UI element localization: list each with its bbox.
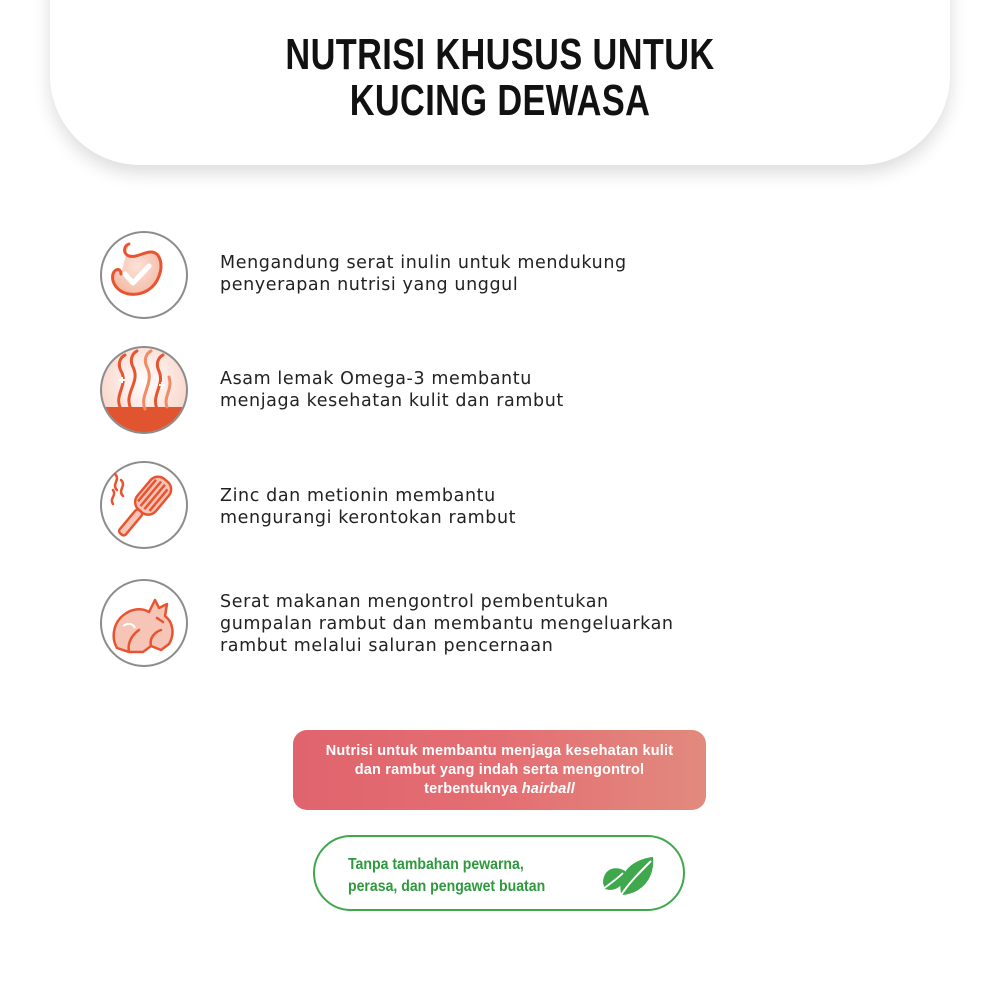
stomach-check-icon bbox=[99, 230, 189, 320]
feature-text-2 bbox=[220, 368, 740, 412]
feature-2-line-1: Asam lemak Omega-3 membantu bbox=[220, 369, 532, 389]
brush-icon bbox=[99, 460, 189, 550]
feature-2-line-2: menjaga kesehatan kulit dan rambut bbox=[220, 391, 564, 411]
promo-line-3-prefix: terbentuknya bbox=[424, 780, 522, 797]
promo-line-2: dan rambut yang indah serta mengontrol bbox=[354, 761, 645, 778]
grooming-cat-icon bbox=[99, 578, 189, 668]
promo-line-3 bbox=[424, 780, 575, 799]
feature-4-line-1: Serat makanan mengontrol pembentukan bbox=[220, 592, 609, 612]
feature-1-line-2: penyerapan nutrisi yang unggul bbox=[220, 275, 519, 295]
free-from-line-2: perasa, dan pengawet buatan bbox=[348, 878, 546, 895]
title-line-2: KUCING DEWASA bbox=[349, 76, 651, 125]
page-title bbox=[110, 32, 890, 124]
feature-1-line-1: Mengandung serat inulin untuk mendukung bbox=[220, 253, 627, 273]
feature-3-line-2: mengurangi kerontokan rambut bbox=[220, 508, 517, 528]
promo-line-1: Nutrisi untuk membantu menjaga kesehatan kulit bbox=[325, 742, 674, 759]
feature-text-4 bbox=[220, 591, 740, 657]
free-from-badge bbox=[313, 835, 685, 911]
feature-4-line-3: rambut melalui saluran pencernaan bbox=[220, 636, 554, 656]
free-from-text bbox=[348, 854, 545, 898]
free-from-line-1: Tanpa tambahan pewarna, bbox=[348, 856, 524, 873]
skin-hair-icon bbox=[99, 345, 189, 435]
feature-3-line-1: Zinc dan metionin membantu bbox=[220, 486, 496, 506]
title-line-1: NUTRISI KHUSUS UNTUK bbox=[285, 30, 715, 79]
promo-line-3-italic: hairball bbox=[521, 780, 575, 797]
feature-text-1 bbox=[220, 252, 740, 296]
promo-box bbox=[293, 730, 706, 810]
feature-text-3 bbox=[220, 485, 740, 529]
feature-4-line-2: gumpalan rambut dan membantu mengeluarkan bbox=[220, 614, 674, 634]
leaf-icon bbox=[599, 853, 657, 897]
